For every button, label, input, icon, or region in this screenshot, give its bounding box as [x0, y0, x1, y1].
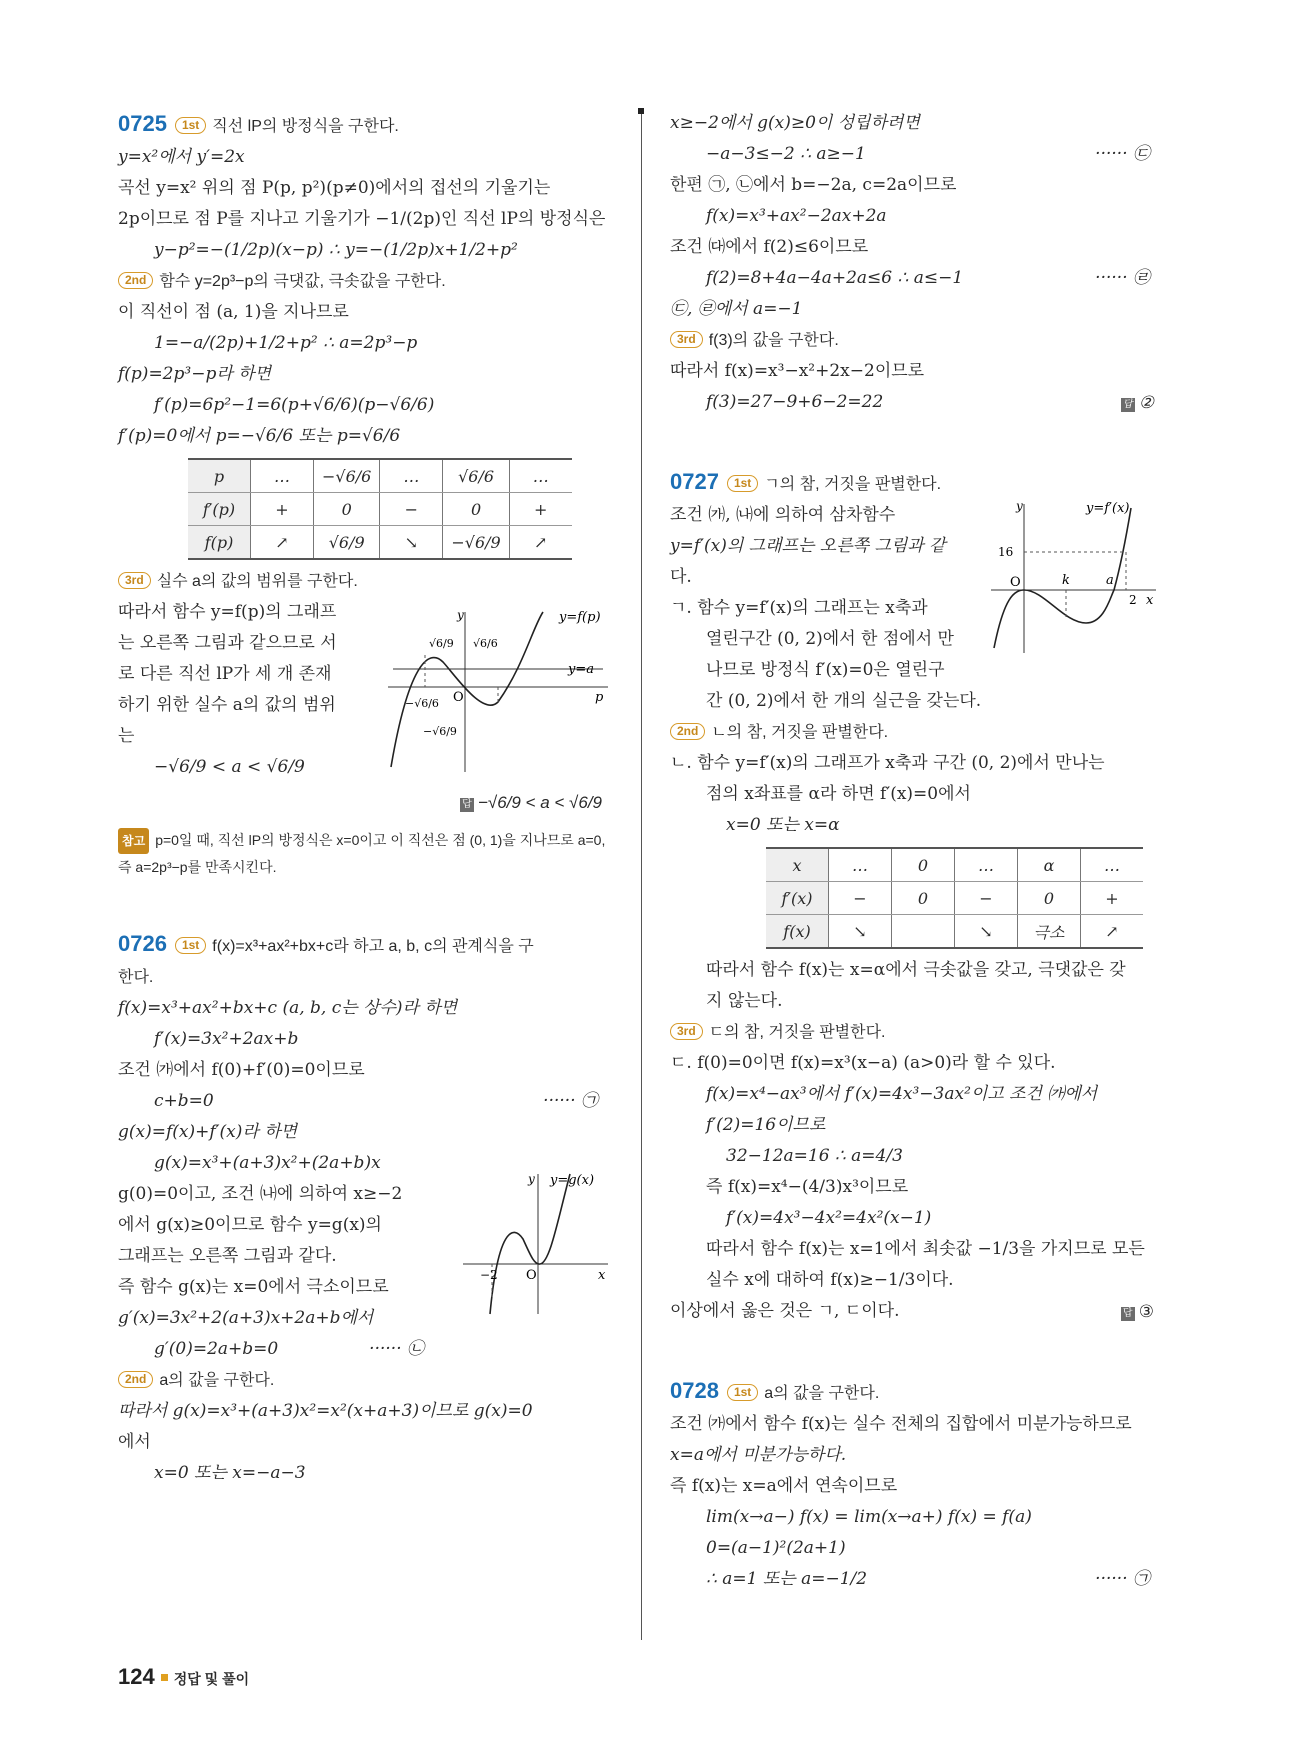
step-tag: 3rd [670, 331, 703, 348]
origin-label: O [1010, 575, 1021, 590]
column-divider [641, 110, 642, 1640]
text-line: 즉 f(x)는 x=a에서 연속이므로 [670, 1476, 898, 1496]
page-number: 124 [118, 1664, 155, 1689]
graph-f-prime [986, 498, 1166, 658]
equation: x=0 또는 x=α [726, 815, 840, 835]
problem-number: 0727 [670, 469, 719, 494]
text-line: f′(p)=0에서 p=−√6/6 또는 p=√6/6 [118, 426, 401, 446]
text-line: 조건 ㈎에서 함수 f(x)는 실수 전체의 집합에서 미분가능하므로 [670, 1414, 1132, 1434]
step-tag: 2nd [670, 723, 705, 740]
problem-0727-heading [670, 466, 1170, 500]
tick-label: 16 [998, 545, 1014, 559]
text-line: 그래프는 오른쪽 그림과 같다. [118, 1246, 337, 1266]
table-cell: − [829, 882, 892, 915]
tick-label: −2 [480, 1268, 498, 1282]
text-line: g(x)=f(x)+f′(x)라 하면 [118, 1122, 298, 1142]
equation: 1=−a/(2p)+1/2+p² ∴ a=2p³−p [154, 333, 418, 353]
curve-f-p [391, 612, 543, 767]
text-line: 곡선 y=x² 위의 점 P(p, p²)(p≠0)에서의 접선의 기울기는 [118, 178, 551, 198]
k-label: k [1062, 573, 1070, 588]
table-cell: − [955, 882, 1018, 915]
text-line: f(p)=2p³−p라 하면 [118, 364, 271, 384]
table-cell: √6/6 [443, 459, 509, 493]
step-tag: 3rd [670, 1023, 703, 1040]
table-cell: 0 [892, 848, 955, 882]
step-title: f(3)의 값을 구한다. [708, 332, 839, 349]
text-line: g′(x)=3x²+2(a+3)x+2a+b에서 [118, 1308, 374, 1328]
step-tag: 1st [175, 937, 206, 954]
increase-decrease-table [188, 458, 572, 560]
page-footer [118, 1664, 249, 1690]
graph-f-p [383, 607, 623, 777]
graph-g-x [458, 1169, 618, 1319]
table-cell: −√6/9 [443, 526, 509, 560]
text-line: y=x²에서 y′=2x [118, 147, 245, 167]
table-cell: 0 [1018, 882, 1081, 915]
text-line: y=f′(x)의 그래프는 오른쪽 그림과 같 [670, 536, 946, 556]
text-line: 는 오른쪽 그림과 같으므로 서 [118, 633, 337, 653]
step-tag: 2nd [118, 272, 153, 289]
table-cell: f′(p) [188, 493, 251, 526]
step-tag: 2nd [118, 1371, 153, 1388]
step-tag: 1st [727, 1384, 758, 1401]
table-cell: + [251, 493, 314, 526]
text-line: g(0)=0이고, 조건 ㈏에 의하여 x≥−2 [118, 1184, 403, 1204]
equation: f′(x)=3x²+2ax+b [154, 1029, 299, 1049]
step-title: f(x)=x³+ax²+bx+c라 하고 a, b, c의 관계식을 구 [212, 938, 534, 955]
text-line: 따라서 함수 y=f(p)의 그래프 [118, 602, 337, 622]
footer-title: 정답 및 풀이 [173, 1671, 250, 1687]
problem-number: 0728 [670, 1378, 719, 1403]
axis-x-label: x [598, 1268, 606, 1283]
problem-0725-heading [118, 108, 618, 142]
table-cell: 0 [443, 493, 509, 526]
table-cell: f′(x) [766, 882, 829, 915]
table-row [766, 882, 1143, 915]
axis-y-label: y [1016, 499, 1023, 513]
table-cell: p [188, 459, 251, 493]
label-mark: ······ ㉡ [369, 1339, 424, 1359]
fn-label: y=f′(x) [1086, 501, 1130, 516]
axis-y-label: y [528, 1172, 535, 1186]
text-line: 따라서 함수 f(x)는 x=1에서 최솟값 −1/3을 가지므로 모든 [706, 1239, 1145, 1259]
fn-label: y=f(p) [559, 610, 601, 625]
tick-label: √6/6 [473, 637, 498, 650]
problem-0728-heading [670, 1375, 1170, 1409]
problem-number: 0725 [118, 111, 167, 136]
equation: 32−12a=16 ∴ a=4/3 [726, 1146, 903, 1166]
equation: f′(x)=4x³−4x²=4x²(x−1) [726, 1208, 932, 1228]
tick-label: −√6/9 [423, 725, 457, 738]
equation: −√6/9 < a < √6/9 [154, 757, 305, 777]
tick-label: 2 [1129, 593, 1137, 607]
table-row [188, 526, 572, 560]
text-line: ㉢, ㉣에서 a=−1 [670, 299, 803, 319]
text-line: 따라서 함수 f(x)는 x=α에서 극솟값을 갖고, 극댓값은 갖 [706, 960, 1126, 980]
fn-label: y=g(x) [550, 1173, 595, 1188]
equation: y−p²=−(1/2p)(x−p) ∴ y=−(1/2p)x+1/2+p² [154, 240, 518, 260]
text-line: 즉 f(x)=x⁴−(4/3)x³이므로 [706, 1177, 909, 1197]
text-line: 2p이므로 점 P를 지나고 기울기가 −1/(2p)인 직선 lP의 방정식은 [118, 209, 606, 229]
equation: x=0 또는 x=−a−3 [154, 1463, 306, 1483]
table-cell: ↗ [251, 526, 314, 560]
text-line: x=a에서 미분가능하다. [670, 1445, 847, 1465]
text-line: 조건 ㈐에서 f(2)≤6이므로 [670, 237, 869, 257]
table-cell: + [1081, 882, 1144, 915]
table-cell: … [509, 459, 572, 493]
text-line: 실수 x에 대하여 f(x)≥−1/3이다. [706, 1270, 954, 1290]
table-cell: … [251, 459, 314, 493]
step-title: ㄱ의 참, 거짓을 판별한다. [764, 476, 942, 493]
table-cell: f(p) [188, 526, 251, 560]
equation: lim(x→a−) f(x) = lim(x→a+) f(x) = f(a) [706, 1507, 1032, 1527]
axis-y-label: y [457, 608, 464, 622]
text-line: 에서 [118, 1432, 151, 1452]
equation: c+b=0 ······ ㉠ [118, 1086, 618, 1117]
table-row [188, 493, 572, 526]
step-title: ㄴ의 참, 거짓을 판별한다. [711, 724, 889, 741]
text-line: 간 (0, 2)에서 한 개의 실근을 갖는다. [706, 691, 982, 711]
table-cell: ↘ [829, 915, 892, 949]
text-line: 따라서 g(x)=x³+(a+3)x²=x²(x+a+3)이므로 g(x)=0 [118, 1401, 533, 1421]
text-line: f′(2)=16이므로 [706, 1115, 826, 1135]
table-cell: −√6/6 [314, 459, 380, 493]
text-line: 이 직선이 점 (a, 1)을 지나므로 [118, 302, 349, 322]
text-line: ㄴ. 함수 y=f′(x)의 그래프가 x축과 구간 (0, 2)에서 만나는 [670, 753, 1105, 773]
left-column [118, 108, 618, 1489]
table-cell: … [829, 848, 892, 882]
axis-x-label: x [1146, 593, 1154, 608]
note: 참고 p=0일 때, 직선 lP의 방정식은 x=0이고 이 직선은 점 (0, 1)을 지나므로 a=0, 즉 a=2p³−p를 만족시킨다. [118, 827, 618, 880]
step-title: 함수 y=2p³−p의 극댓값, 극솟값을 구한다. [159, 273, 446, 290]
equation: f(2)=8+4a−4a+2a≤6 ∴ a≤−1 ······ ㉣ [670, 263, 1170, 294]
equation: ∴ a=1 또는 a=−1/2 ······ ㉠ [670, 1564, 1170, 1595]
label-mark: ······ ㉠ [1095, 1569, 1150, 1589]
step-title: 직선 lP의 방정식을 구한다. [212, 118, 399, 135]
text-line: 조건 ㈎에서 f(0)+f′(0)=0이므로 [118, 1060, 365, 1080]
step-title: 실수 a의 값의 범위를 구한다. [156, 573, 358, 590]
text-line: f(x)=x⁴−ax³에서 f′(x)=4x³−3ax²이고 조건 ㈎에서 [706, 1084, 1098, 1104]
text-line: 지 않는다. [706, 991, 783, 1011]
text-line: 하기 위한 실수 a의 값의 범위 [118, 695, 336, 715]
text-line: 따라서 f(x)=x³−x²+2x−2이므로 [670, 361, 925, 381]
equation: f(x)=x³+ax²−2ax+2a [706, 206, 887, 226]
equation: −a−3≤−2 ∴ a≥−1 ······ ㉢ [670, 139, 1170, 170]
answer-mark: 답 ③ [1121, 1296, 1154, 1327]
table-cell: α [1018, 848, 1081, 882]
problem-number: 0726 [118, 931, 167, 956]
text-line: 는 [118, 726, 135, 746]
text-line: 조건 ㈎, ㈏에 의하여 삼차함수 [670, 505, 896, 525]
equation: 0=(a−1)²(2a+1) [706, 1538, 846, 1558]
curve-g-x [490, 1174, 570, 1314]
table-row [766, 848, 1143, 882]
tick-label: −√6/6 [405, 697, 439, 710]
label-mark: ······ ㉢ [1095, 144, 1150, 164]
text-line: 다. [670, 567, 692, 587]
text-line: 열린구간 (0, 2)에서 한 점에서 만 [706, 629, 954, 649]
increase-decrease-table [766, 847, 1143, 949]
table-cell: ↘ [380, 526, 443, 560]
right-column [670, 108, 1170, 1595]
answer-mark: 답 ② [1121, 387, 1154, 418]
table-cell: … [380, 459, 443, 493]
step-title-cont: 한다. [118, 969, 154, 986]
equation: g′(0)=2a+b=0 ······ ㉡ [118, 1334, 414, 1365]
text-line: 나므로 방정식 f′(x)=0은 열린구 [706, 660, 945, 680]
text-line: ㄷ. f(0)=0이면 f(x)=x³(x−a) (a>0)라 할 수 있다. [670, 1053, 1056, 1073]
table-cell: 극소 [1018, 915, 1081, 949]
text-line: 에서 g(x)≥0이므로 함수 y=g(x)의 [118, 1215, 382, 1235]
equation: f′(p)=6p²−1=6(p+√6/6)(p−√6/6) [154, 395, 435, 415]
table-cell: … [1081, 848, 1144, 882]
step-tag: 1st [175, 117, 206, 134]
column-divider-dot [638, 108, 644, 114]
origin-label: O [526, 1268, 537, 1283]
step-tag: 1st [727, 475, 758, 492]
table-cell: x [766, 848, 829, 882]
table-row [188, 459, 572, 493]
answer-mark: 답 −√6/9 < a < √6/9 [460, 787, 602, 818]
step-tag: 3rd [118, 572, 151, 589]
table-cell: f(x) [766, 915, 829, 949]
text-line: 로 다른 직선 lP가 세 개 존재 [118, 664, 332, 684]
problem-0726-heading [118, 928, 618, 962]
tick-label: √6/9 [429, 637, 454, 650]
label-mark: ······ ㉣ [1095, 268, 1150, 288]
step-title: a의 값을 구한다. [764, 1385, 880, 1402]
step-title: a의 값을 구한다. [159, 1372, 275, 1389]
note-tag: 참고 [118, 828, 149, 854]
table-cell: … [955, 848, 1018, 882]
equation: g(x)=x³+(a+3)x²+(2a+b)x [154, 1153, 381, 1173]
table-row [766, 915, 1143, 949]
line-label: y=a [568, 662, 594, 677]
text-line: ㄱ. 함수 y=f′(x)의 그래프는 x축과 [670, 598, 928, 618]
table-cell [892, 915, 955, 949]
text-line: 즉 함수 g(x)는 x=0에서 극소이므로 [118, 1277, 389, 1297]
table-cell: √6/9 [314, 526, 380, 560]
step-title: ㄷ의 참, 거짓을 판별한다. [708, 1024, 886, 1041]
text-line: f(x)=x³+ax²+bx+c (a, b, c는 상수)라 하면 [118, 998, 458, 1018]
axis-x-label: p [595, 690, 604, 705]
text-line: 이상에서 옳은 것은 ㄱ, ㄷ이다. 답 ③ [670, 1296, 1170, 1327]
text-line: 한편 ㉠, ㉡에서 b=−2a, c=2a이므로 [670, 175, 957, 195]
table-cell: ↗ [1081, 915, 1144, 949]
alpha-label: a [1106, 573, 1114, 588]
table-cell: ↗ [509, 526, 572, 560]
text-line: x≥−2에서 g(x)≥0이 성립하려면 [670, 113, 920, 133]
table-cell: 0 [314, 493, 380, 526]
table-cell: − [380, 493, 443, 526]
text-line: 점의 x좌표를 α라 하면 f′(x)=0에서 [706, 784, 971, 804]
equation: f(3)=27−9+6−2=22 답 ② [670, 387, 1170, 418]
table-cell: + [509, 493, 572, 526]
origin-label: O [453, 690, 464, 705]
table-cell: 0 [892, 882, 955, 915]
table-cell: ↘ [955, 915, 1018, 949]
label-mark: ······ ㉠ [543, 1091, 598, 1111]
